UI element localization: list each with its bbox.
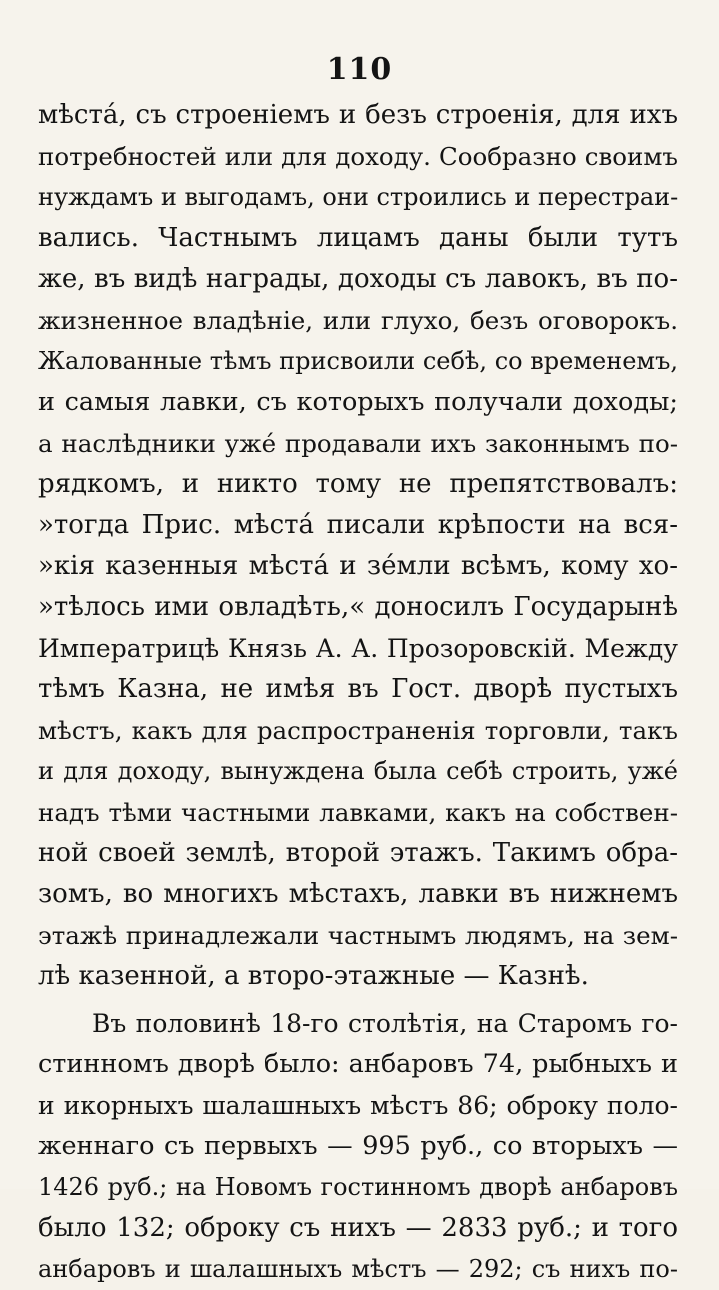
text-line: мѣстъ, какъ для распространенія торговли, такъ: [38, 716, 678, 745]
text-line: зомъ, во многихъ мѣстахъ, лавки въ нижнемъ: [38, 879, 678, 909]
text-line: этажѣ принадлежали частнымъ людямъ, на зем-: [38, 921, 678, 950]
text-line: »тогда Прис. мѣста́ писали крѣпости на вся-: [38, 510, 678, 540]
text-line: 1426 руб.; на Новомъ гостинномъ дворѣ анбаровъ: [38, 1173, 678, 1201]
text-line: »кія казенныя мѣста́ и зе́мли всѣмъ, кому хо-: [38, 551, 678, 581]
paragraph-2: [38, 1003, 678, 1290]
text-line: »тѣлось ими овладѣть,« доносилъ Государынѣ: [38, 592, 678, 622]
text-line: Императрицѣ Князь А. А. Прозоровскій. Между: [38, 634, 678, 663]
text-line: нуждамъ и выгодамъ, они строились и перестраи-: [38, 183, 678, 211]
text-line: надъ тѣми частными лавками, какъ на собствен-: [38, 798, 678, 827]
text-line: вались. Частнымъ лицамъ даны были тутъ: [38, 223, 678, 253]
text-line: лѣ казенной, а второ-этажные — Казнѣ.: [38, 961, 589, 991]
paragraph-1: [38, 95, 678, 997]
text-line: Въ половинѣ 18-го столѣтія, на Старомъ го-: [92, 1009, 678, 1038]
text-line: женнаго съ первыхъ — 995 руб., со вторыхъ —: [38, 1131, 678, 1161]
text-line: было 132; оброку съ нихъ — 2833 руб.; и того: [38, 1213, 678, 1243]
text-line: и для доходу, вынуждена была себѣ строить, уже́: [38, 757, 678, 785]
text-line: и икорныхъ шалашныхъ мѣстъ 86; оброку поло-: [38, 1091, 678, 1120]
text-line: стинномъ дворѣ было: анбаровъ 74, рыбныхъ и: [38, 1049, 678, 1079]
text-line: ной своей землѣ, второй этажъ. Такимъ обра-: [38, 838, 678, 868]
body-text: [38, 95, 678, 1290]
text-line: жизненное владѣніе, или глухо, безъ оговорокъ.: [38, 306, 678, 335]
text-line: анбаровъ и шалашныхъ мѣстъ — 292; съ нихъ по-: [38, 1255, 678, 1283]
text-line: тѣмъ Казна, не имѣя въ Гост. дворѣ пустыхъ: [38, 674, 678, 704]
text-line: рядкомъ, и никто тому не препятствовалъ:: [38, 469, 678, 499]
text-line: же, въ видѣ награды, доходы съ лавокъ, въ по-: [38, 264, 678, 294]
text-line: Жалованные тѣмъ присвоили себѣ, со временемъ,: [38, 347, 678, 375]
text-line: и самыя лавки, съ которыхъ получали доходы;: [38, 387, 678, 417]
text-line: а наслѣдники уже́ продавали ихъ законнымъ по-: [38, 429, 678, 458]
text-line: потребностей или для доходу. Сообразно своимъ: [38, 142, 678, 171]
text-line: мѣста́, съ строеніемъ и безъ строенія, для ихъ: [38, 100, 678, 130]
page-number: 110: [326, 52, 393, 87]
